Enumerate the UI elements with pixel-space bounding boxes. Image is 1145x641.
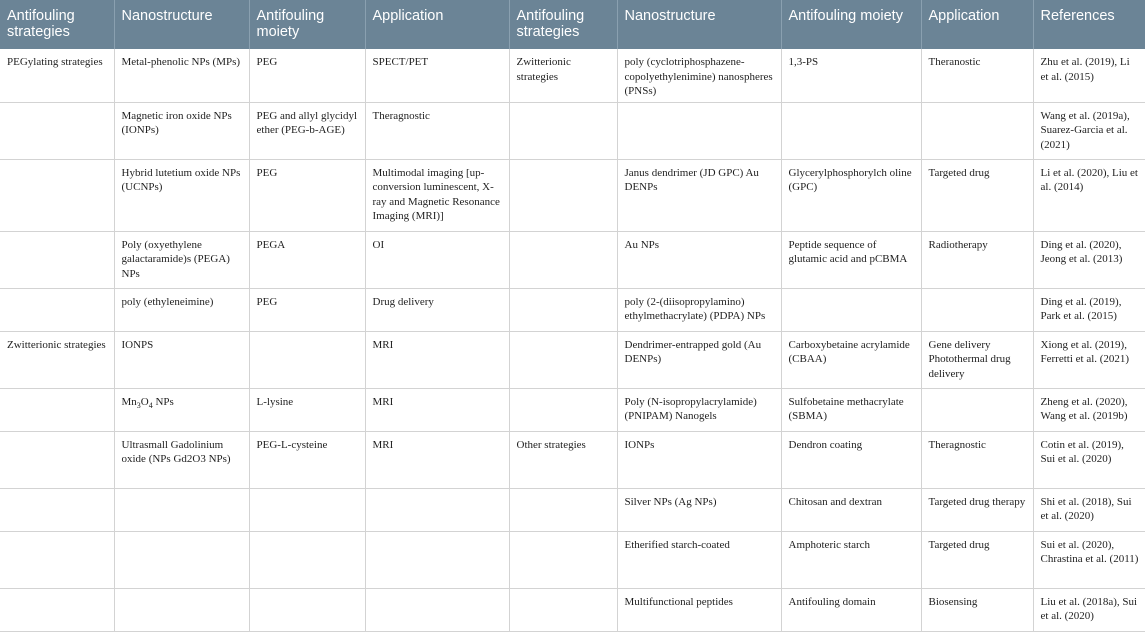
cell-moiety-right: Chitosan and dextran	[781, 488, 921, 531]
cell-strategy-right	[509, 288, 617, 331]
table-row	[0, 231, 1145, 288]
cell-application-left: Multimodal imaging [up-conversion luminescent, X-ray and Magnetic Resonance Imaging (MRI)]	[365, 159, 509, 231]
cell-references: Shi et al. (2018), Sui et al. (2020)	[1033, 488, 1145, 531]
header-nanostructure-2: Nanostructure	[617, 0, 781, 49]
cell-application-left	[365, 588, 509, 631]
cell-application-left: MRI	[365, 431, 509, 488]
cell-references: Ding et al. (2019), Park et al. (2015)	[1033, 288, 1145, 331]
formula-element-mn: Mn	[121, 395, 137, 408]
cell-nanostructure-right: IONPs	[617, 431, 781, 488]
formula-subscript-3: 3	[136, 400, 141, 410]
table-row	[0, 431, 1145, 488]
cell-strategy-left: Zwitterionic strategies	[0, 331, 114, 388]
cell-application-right: Targeted drug	[921, 159, 1033, 231]
cell-strategy-left	[0, 531, 114, 588]
table-row	[0, 102, 1145, 159]
cell-references: Zhu et al. (2019), Li et al. (2015)	[1033, 49, 1145, 102]
table-row	[0, 49, 1145, 102]
cell-moiety-left: PEG	[249, 288, 365, 331]
cell-references: Li et al. (2020), Liu et al. (2014)	[1033, 159, 1145, 231]
cell-application-left: OI	[365, 231, 509, 288]
cell-nanostructure-left: Hybrid lutetium oxide NPs (UCNPs)	[114, 159, 249, 231]
cell-application-left	[365, 531, 509, 588]
cell-application-right: Targeted drug	[921, 531, 1033, 588]
header-antifouling-moiety: Antifouling moiety	[249, 0, 365, 49]
cell-moiety-left: PEGA	[249, 231, 365, 288]
cell-application-right: Theragnostic	[921, 431, 1033, 488]
cell-moiety-left: PEG	[249, 49, 365, 102]
cell-moiety-left	[249, 488, 365, 531]
table-body	[0, 49, 1145, 631]
cell-application-left: MRI	[365, 331, 509, 388]
cell-nanostructure-right: poly (cyclotriphosphazene-copolyethylenimine) nanospheres (PNSs)	[617, 49, 781, 102]
cell-moiety-right: Sulfobetaine methacrylate (SBMA)	[781, 388, 921, 431]
cell-moiety-left: PEG-L-cysteine	[249, 431, 365, 488]
cell-nanostructure-left	[114, 488, 249, 531]
cell-moiety-left	[249, 588, 365, 631]
cell-strategy-left	[0, 159, 114, 231]
cell-strategy-left	[0, 231, 114, 288]
cell-moiety-right: 1,3-PS	[781, 49, 921, 102]
table-row	[0, 531, 1145, 588]
header-row	[0, 0, 1145, 49]
cell-application-right: Gene delivery Photothermal drug delivery	[921, 331, 1033, 388]
cell-references: Cotin et al. (2019), Sui et al. (2020)	[1033, 431, 1145, 488]
table-header	[0, 0, 1145, 49]
cell-references: Sui et al. (2020), Chrastina et al. (2011)	[1033, 531, 1145, 588]
cell-application-right: Biosensing	[921, 588, 1033, 631]
formula-tail: NPs	[152, 395, 174, 408]
cell-nanostructure-right: Dendrimer-entrapped gold (Au DENPs)	[617, 331, 781, 388]
cell-nanostructure-left: Magnetic iron oxide NPs (IONPs)	[114, 102, 249, 159]
table-row	[0, 159, 1145, 231]
cell-nanostructure-right: Silver NPs (Ag NPs)	[617, 488, 781, 531]
header-references: References	[1033, 0, 1145, 49]
cell-strategy-right	[509, 331, 617, 388]
cell-moiety-right: Dendron coating	[781, 431, 921, 488]
cell-application-left: Theragnostic	[365, 102, 509, 159]
cell-nanostructure-left: Poly (oxyethylene galactaramide)s (PEGA) NPs	[114, 231, 249, 288]
cell-moiety-right: Amphoteric starch	[781, 531, 921, 588]
cell-nanostructure-left: poly (ethyleneimine)	[114, 288, 249, 331]
cell-strategy-right	[509, 231, 617, 288]
cell-strategy-right: Other strategies	[509, 431, 617, 488]
formula-element-o: O	[140, 395, 149, 408]
cell-strategy-left	[0, 431, 114, 488]
cell-nanostructure-left: Metal-phenolic NPs (MPs)	[114, 49, 249, 102]
cell-nanostructure-right: Poly (N-isopropylacrylamide) (PNIPAM) Nanogels	[617, 388, 781, 431]
cell-nanostructure-right: Janus dendrimer (JD GPC) Au DENPs	[617, 159, 781, 231]
header-antifouling-moiety-2: Antifouling moiety	[781, 0, 921, 49]
cell-references: Ding et al. (2020), Jeong et al. (2013)	[1033, 231, 1145, 288]
cell-references: Zheng et al. (2020), Wang et al. (2019b)	[1033, 388, 1145, 431]
cell-strategy-right	[509, 159, 617, 231]
table-row	[0, 588, 1145, 631]
header-antifouling-strategies: Antifouling strategies	[0, 0, 114, 49]
cell-moiety-left	[249, 531, 365, 588]
cell-nanostructure-right: poly (2-(diisopropylamino) ethylmethacrylate) (PDPA) NPs	[617, 288, 781, 331]
cell-strategy-right	[509, 531, 617, 588]
cell-strategy-left	[0, 488, 114, 531]
cell-nanostructure-right: Multifunctional peptides	[617, 588, 781, 631]
cell-application-right: Theranostic	[921, 49, 1033, 102]
header-application: Application	[365, 0, 509, 49]
cell-moiety-right: Peptide sequence of glutamic acid and pCBMA	[781, 231, 921, 288]
cell-nanostructure-left	[114, 531, 249, 588]
cell-moiety-left	[249, 331, 365, 388]
table-row	[0, 288, 1145, 331]
cell-application-left	[365, 488, 509, 531]
cell-nanostructure-right	[617, 102, 781, 159]
cell-nanostructure-right: Etherified starch-coated	[617, 531, 781, 588]
cell-moiety-right: Glycerylphosphorylch oline (GPC)	[781, 159, 921, 231]
cell-application-right	[921, 288, 1033, 331]
cell-moiety-right: Carboxybetaine acrylamide (CBAA)	[781, 331, 921, 388]
cell-nanostructure-left	[114, 588, 249, 631]
cell-strategy-right	[509, 102, 617, 159]
table-row	[0, 488, 1145, 531]
cell-moiety-left: PEG and allyl glycidyl ether (PEG-b-AGE)	[249, 102, 365, 159]
header-antifouling-strategies-2: Antifouling strategies	[509, 0, 617, 49]
cell-strategy-right	[509, 388, 617, 431]
cell-strategy-right	[509, 588, 617, 631]
cell-strategy-right	[509, 488, 617, 531]
cell-strategy-left	[0, 102, 114, 159]
cell-moiety-left: L-lysine	[249, 388, 365, 431]
formula-subscript-4: 4	[148, 400, 153, 410]
cell-moiety-right	[781, 288, 921, 331]
cell-application-right	[921, 388, 1033, 431]
header-application-2: Application	[921, 0, 1033, 49]
cell-application-right	[921, 102, 1033, 159]
cell-nanostructure-left: Ultrasmall Gadolinium oxide (NPs Gd2O3 NPs)	[114, 431, 249, 488]
table-row	[0, 388, 1145, 431]
cell-nanostructure-right: Au NPs	[617, 231, 781, 288]
cell-references: Liu et al. (2018a), Sui et al. (2020)	[1033, 588, 1145, 631]
cell-strategy-left: PEGylating strategies	[0, 49, 114, 102]
cell-application-left: MRI	[365, 388, 509, 431]
cell-application-left: SPECT/PET	[365, 49, 509, 102]
cell-strategy-left	[0, 288, 114, 331]
cell-nanostructure-left	[114, 388, 249, 431]
cell-application-right: Targeted drug therapy	[921, 488, 1033, 531]
cell-references: Wang et al. (2019a), Suarez-Garcia et al. (2021)	[1033, 102, 1145, 159]
cell-nanostructure-left: IONPS	[114, 331, 249, 388]
cell-strategy-left	[0, 588, 114, 631]
table-row	[0, 331, 1145, 388]
cell-moiety-right	[781, 102, 921, 159]
cell-strategy-left	[0, 388, 114, 431]
cell-application-left: Drug delivery	[365, 288, 509, 331]
cell-moiety-left: PEG	[249, 159, 365, 231]
cell-strategy-right: Zwitterionic strategies	[509, 49, 617, 102]
cell-moiety-right: Antifouling domain	[781, 588, 921, 631]
header-nanostructure: Nanostructure	[114, 0, 249, 49]
cell-references: Xiong et al. (2019), Ferretti et al. (2021)	[1033, 331, 1145, 388]
cell-application-right: Radiotherapy	[921, 231, 1033, 288]
